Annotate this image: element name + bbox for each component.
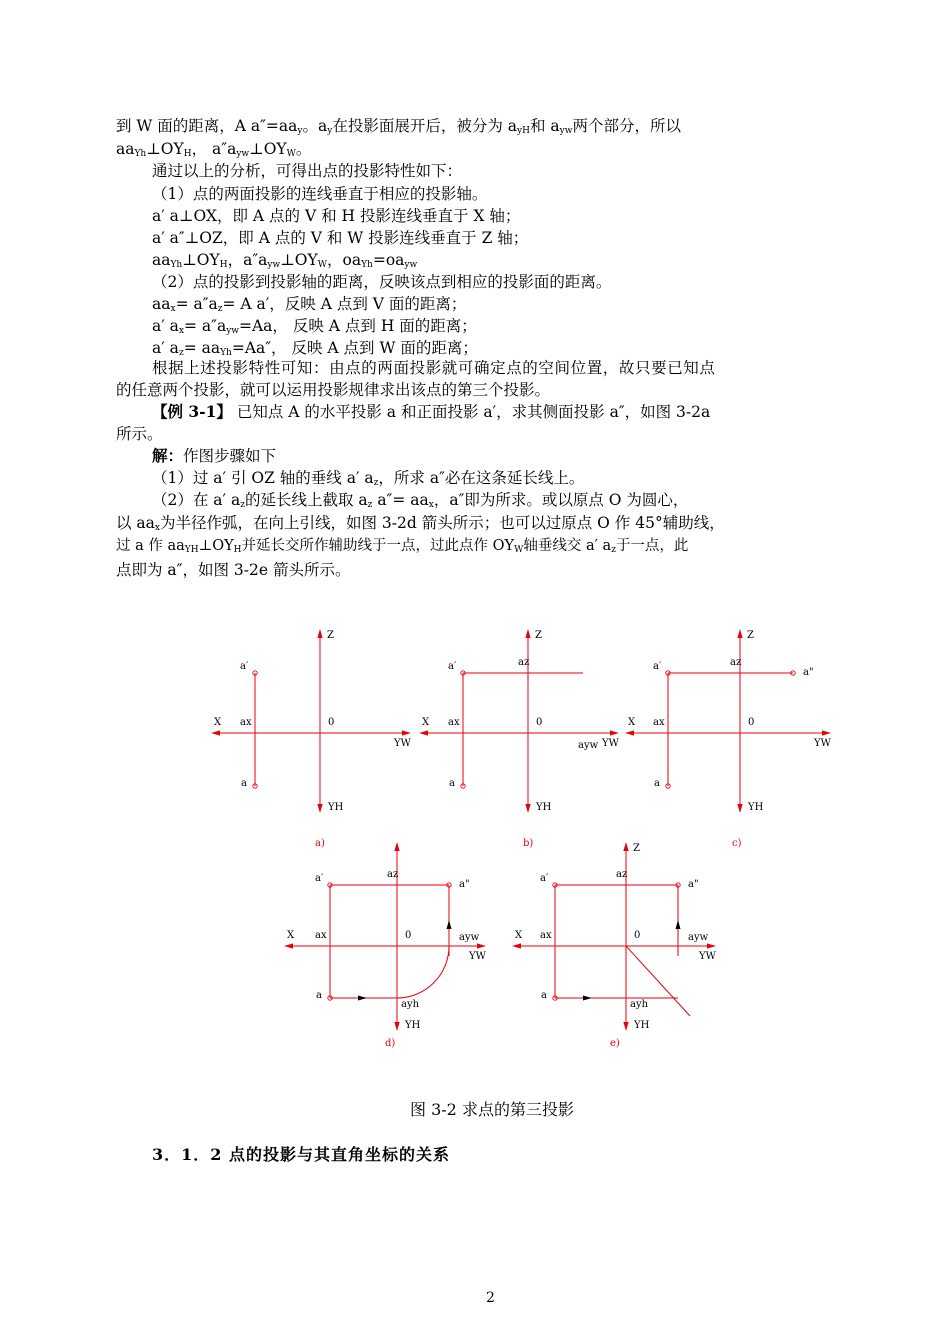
panel-tag: b) (523, 838, 534, 849)
text-run: a′ a (152, 339, 179, 357)
ayw-label: ayw (578, 740, 599, 751)
ax-label: ax (448, 717, 460, 728)
text-run: 在投影面展开后，被分为 a (332, 117, 518, 135)
subscript: y (327, 126, 333, 136)
text-run: 作图步骤如下 (183, 447, 277, 465)
text-run: 过 a 作 aa (116, 538, 185, 554)
text-run: 于一点，此 (615, 538, 689, 554)
yh-axis-label: YH (328, 802, 344, 813)
subscript: x (154, 523, 160, 533)
subscript: Yh (220, 348, 232, 358)
ayh-label: ayh (630, 999, 649, 1010)
text-run: a″= aa (372, 491, 429, 509)
ayh-label: ayh (401, 999, 420, 1010)
text-run: 两个部分，所以 (572, 117, 681, 135)
construction-arc (397, 946, 449, 998)
subscript: yw (226, 326, 239, 336)
subscript: yw (404, 260, 418, 270)
yw-axis-label: YW (602, 738, 619, 749)
direction-arrow (676, 920, 681, 929)
subscript: z (178, 348, 184, 358)
text-run: = aa (183, 339, 221, 357)
text-run: = A a′，反映 A 点到 V 面的距离； (222, 295, 467, 313)
text-run: 轴垂线交 a′ a (523, 538, 612, 554)
a-label: a (449, 778, 455, 789)
subscript: yH (517, 126, 530, 136)
text-run: a′ a (152, 317, 179, 335)
figure-caption: 图 3-2 求点的第三投影 (410, 1100, 574, 1119)
text-run: ⊥OY (249, 140, 287, 158)
subscript: z (217, 304, 223, 314)
para-line: 所示。 (116, 425, 163, 443)
x-axis-label: X (422, 717, 430, 728)
subscript: yw (559, 126, 573, 136)
direction-arrow (447, 920, 452, 929)
subscript: W (514, 545, 524, 555)
panel-tag: d) (385, 1038, 396, 1049)
ax-label: ax (540, 930, 552, 941)
x-axis-label: X (214, 717, 222, 728)
text-run: 。a (302, 117, 328, 135)
a-prime-label: a′ (653, 661, 662, 672)
subscript: y (297, 126, 303, 136)
para-line (116, 116, 681, 141)
text-run: = a″a (175, 295, 218, 313)
a-label: a (654, 778, 660, 789)
x-axis-label: X (515, 930, 523, 941)
direction-arrow (583, 996, 592, 1001)
ax-label: ax (315, 930, 327, 941)
a-label: a (241, 778, 247, 789)
text-run: 和 a (529, 117, 560, 135)
panel-tag: c) (732, 838, 742, 849)
para-line: 的任意两个投影，就可以运用投影规律求出该点的第三个投影。 (116, 381, 551, 399)
panel-tag: e) (610, 1038, 620, 1049)
text-run: ⊥OY (280, 251, 318, 269)
text-run: ，a″a (227, 251, 268, 269)
a-double-prime-label: a" (688, 879, 699, 890)
text-run: 到 W 面的距离，A a″=aa (116, 117, 298, 135)
subscript: yw (267, 260, 281, 270)
subscript: H (183, 149, 192, 159)
ax-label: ax (653, 717, 665, 728)
para-line: 根据上述投影特性可知：由点的两面投影就可确定点的空间位置，故只要已知点 (152, 359, 716, 377)
projection-figure (0, 600, 950, 1070)
a-label: a (316, 990, 322, 1001)
para-line: （1）点的两面投影的连线垂直于相应的投影轴。 (152, 185, 488, 203)
z-axis-label: Z (535, 630, 542, 641)
x-axis-label: X (287, 930, 295, 941)
para-line (152, 402, 710, 422)
text-run: 的延长线上截取 a (244, 491, 368, 509)
text-run: ⊥OY (182, 251, 220, 269)
example-label: 【例 3-1】 (152, 402, 232, 421)
origin-label: 0 (634, 930, 641, 941)
yh-axis-label: YH (536, 802, 552, 813)
a-prime-label: a′ (315, 873, 324, 884)
subscript: Yh (361, 260, 373, 270)
subscript: z (367, 500, 373, 510)
text-run: aa (152, 295, 171, 313)
subscript: z (611, 545, 616, 555)
subscript: z (373, 478, 379, 488)
a-prime-label: a′ (448, 661, 457, 672)
text-run: ，a″即为所求。或以原点 O 为圆心， (433, 491, 689, 509)
page-number: 2 (486, 1290, 495, 1306)
subscript: YH (184, 545, 199, 555)
subscript: H (233, 545, 242, 555)
text-run: =oa (372, 251, 405, 269)
para-line (152, 446, 276, 466)
direction-arrow (358, 996, 367, 1001)
panel-tag: a) (315, 838, 325, 849)
subscript: x (178, 326, 185, 336)
subscript: H (219, 260, 228, 270)
subscript: Yh (134, 149, 147, 159)
text-run: ，所求 a″必在这条延长线上。 (378, 469, 585, 487)
yw-axis-label: YW (699, 951, 716, 962)
para-line: a′ a″⊥OZ，即 A 点的 V 和 W 投影连线垂直于 Z 轴； (152, 229, 529, 247)
para-line (116, 513, 725, 538)
para-line: 点即为 a″，如图 3-2e 箭头所示。 (116, 561, 351, 579)
yw-axis-label: YW (814, 738, 831, 749)
section-heading: 3．1．2 点的投影与其直角坐标的关系 (152, 1145, 450, 1164)
z-axis-label: Z (747, 630, 754, 641)
origin-label: 0 (328, 717, 335, 728)
solution-label: 解： (152, 446, 184, 465)
az-label: az (387, 869, 399, 880)
a-label: a (541, 990, 547, 1001)
text-run: （2）在 a′ a (152, 491, 241, 509)
origin-label: 0 (536, 717, 543, 728)
text-run: =Aa″， 反映 A 点到 W 面的距离； (231, 339, 478, 357)
az-label: az (616, 869, 628, 880)
yw-axis-label: YW (469, 951, 486, 962)
text-run: = a″a (184, 317, 227, 335)
text-run: aa (152, 251, 171, 269)
x-axis-label: X (628, 717, 636, 728)
text-run: ⊥OY (198, 538, 234, 554)
subscript: W (286, 149, 296, 159)
para-line: 通过以上的分析，可得出点的投影特性如下： (152, 162, 463, 180)
para-line: a′ a⊥OX，即 A 点的 V 和 H 投影连线垂直于 X 轴； (152, 207, 521, 225)
text-run: 已知点 A 的水平投影 a 和正面投影 a′，求其侧面投影 a″，如图 3-2a (231, 403, 711, 421)
text-run: 为半径作弧，在向上引线，如图 3-2d 箭头所示；也可以过原点 O 作 45°辅助线， (160, 514, 725, 532)
text-run: =Aa， 反映 A 点到 H 面的距离； (239, 317, 477, 335)
text-run: aa (116, 140, 135, 158)
para-line: （2）点的投影到投影轴的距离，反映该点到相应的投影面的距离。 (152, 273, 612, 291)
a-double-prime-label: a" (459, 879, 470, 890)
text-run: 以 aa (116, 514, 155, 532)
subscript: yw (236, 149, 250, 159)
text-run: 。 (295, 140, 312, 158)
text-run: ， a″a (191, 140, 237, 158)
subscript: Yh (170, 260, 183, 270)
para-line (116, 536, 688, 560)
z-axis-label: Z (327, 630, 334, 641)
yh-axis-label: YH (748, 802, 764, 813)
ax-label: ax (240, 717, 252, 728)
para-line (152, 490, 688, 515)
text-run: ⊥OY (146, 140, 184, 158)
yw-axis-label: YW (394, 738, 411, 749)
ayw-label: ayw (459, 932, 480, 943)
origin-label: 0 (405, 930, 412, 941)
subscript: x (428, 500, 434, 510)
yh-axis-label: YH (634, 1020, 650, 1031)
az-label: az (730, 657, 742, 668)
yh-axis-label: YH (405, 1020, 421, 1031)
az-label: az (518, 657, 530, 668)
text-run: ，oa (327, 251, 362, 269)
z-axis-label: Z (633, 843, 640, 854)
text-run: （1）过 a′ 引 OZ 轴的垂线 a′ a (152, 469, 374, 487)
a-double-prime-label: a" (803, 667, 814, 678)
ayw-label: ayw (688, 932, 709, 943)
text-run: 并延长交所作辅助线于一点，过此点作 OY (241, 538, 515, 554)
a-prime-label: a′ (240, 661, 249, 672)
a-prime-label: a′ (540, 873, 549, 884)
subscript: x (170, 304, 176, 314)
origin-label: 0 (748, 717, 755, 728)
subscript: z (240, 500, 245, 510)
subscript: W (317, 260, 327, 270)
